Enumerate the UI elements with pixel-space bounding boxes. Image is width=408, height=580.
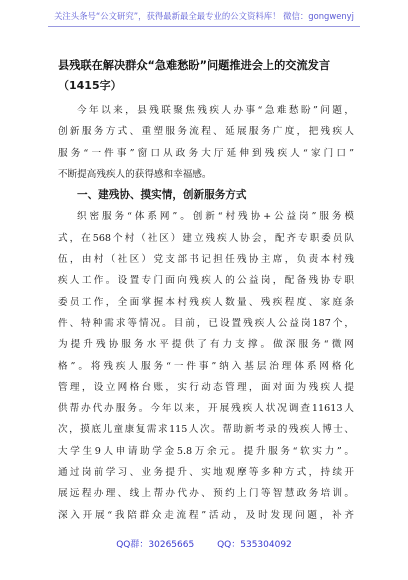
footer-qq-group: QQ群：30265665 (116, 540, 195, 550)
paragraph-line: 大学生9人申请助学金5.8万余元。提升服务“软实力”。 (58, 445, 354, 457)
section-heading: 一、建残协、摸实情，创新服务方式 (77, 189, 247, 202)
paragraph-line: 服务“一件事”窗口从政务大厅延伸到残疾人“家门口” (58, 147, 354, 159)
header-note: 关注头条号“公文研究”，获得最新最全最专业的公文资料库！ 微信：gongwenyj (54, 11, 354, 21)
paragraph-line: 格”。将残疾人服务“一件事”纳入基层治理体系网格化 (58, 360, 354, 372)
paragraph-line: 件、特种需求等情况。目前，已设置残疾人公益岗187个， (58, 317, 354, 329)
document-body (58, 100, 354, 526)
paragraph-line: 为提升残协服务水平提供了有力支撑。做深服务“微网 (58, 339, 354, 351)
document-title: 县残联在解决群众“急难愁盼”问题推进会上的交流发言 (58, 59, 331, 72)
paragraph-line: 通过岗前学习、业务提升、实地观摩等多种方式，持续开 (58, 467, 354, 479)
paragraph-line: 不断提高残疾人的获得感和幸福感。 (58, 168, 212, 180)
paragraph-line: 展远程办理、线上帮办代办、预约上门等智慧政务培训。 (58, 488, 354, 500)
paragraph-line: 创新服务方式、重塑服务流程、延展服务广度，把残疾人 (58, 126, 354, 138)
paragraph-line: 式，在568个村（社区）建立残疾人协会，配齐专职委员队 (58, 232, 354, 244)
paragraph-line: 委员工作，全面掌握本村残疾人数量、残疾程度、家庭条 (58, 296, 354, 308)
paragraph-line: 伍，由村（社区）党支部书记担任残协主席，负责本村残 (58, 254, 354, 266)
paragraph-line: 管理，设立网格台账，实行动态管理，面对面为残疾人提 (58, 381, 354, 393)
footer-contacts (0, 537, 408, 550)
paragraph-line: 疾人工作。设置专门面向残疾人的公益岗，配备残协专职 (58, 275, 354, 287)
paragraph-line: 供帮办代办服务。今年以来，开展残疾人状况调查11613人 (58, 403, 354, 415)
word-count: （1415字） (58, 79, 122, 92)
paragraph-line: 今年以来，县残联聚焦残疾人办事“急难愁盼”问题， (77, 105, 354, 116)
footer-qq: QQ：535304092 (217, 540, 292, 550)
paragraph-line: 深入开展“我陪群众走流程”活动，及时发现问题，补齐 (58, 509, 354, 521)
paragraph-line: 次，摸底儿童康复需求115人次。帮助新考录的残疾人博士、 (58, 424, 354, 436)
paragraph-line: 织密服务“体系网”。创新“村残协+公益岗”服务模 (77, 211, 354, 223)
header-divider (48, 26, 360, 27)
